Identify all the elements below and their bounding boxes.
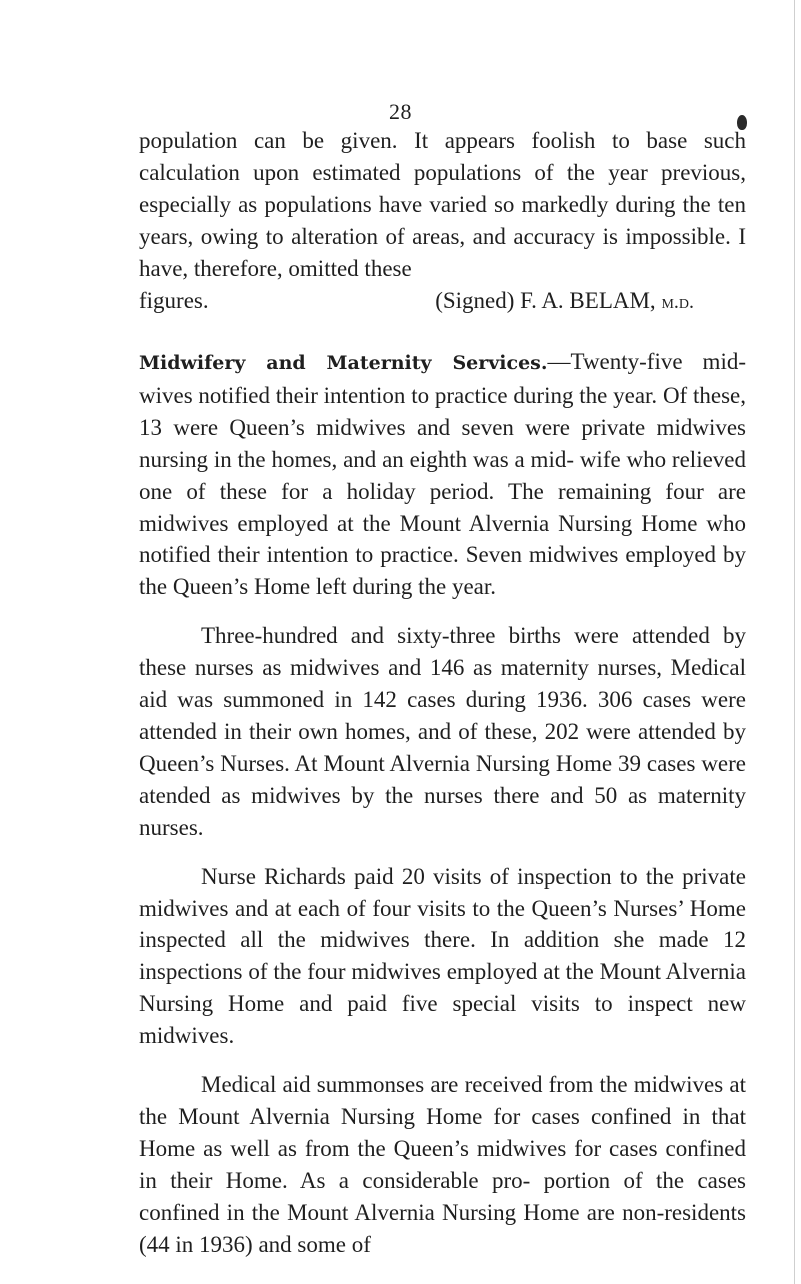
section-heading: Midwifery and Maternity Services. xyxy=(139,352,548,374)
midwifery-paragraph-1 xyxy=(139,346,746,603)
midwifery-paragraph-2: Three-hundred and sixty-three births were attended by these nurses as midwives and 146 as maternity nurses, Medical aid was summoned in 142 cases during 1936. 306 cases were attended in their own homes, and of these, 202 were attended by Queen’s Nurses. At Mount Alvernia Nursing Home 39 cases were atended as midwives by the nurses there and 50 as maternity nurses. xyxy=(139,623,746,840)
signature-degree: m.d. xyxy=(661,290,694,313)
midwifery-paragraph-3: Nurse Richards paid 20 visits of inspection to the private midwives and at each of four visits to the Queen’s Nurses’ Home inspected all the midwives there. In addition she made 12 inspections of the four midwives employed at the Mount Alvernia Nursing Home and paid five special visits to inspect new midwives. xyxy=(139,863,746,1049)
intro-paragraph xyxy=(139,125,746,318)
paragraph-1-text: —Twenty-five mid- wives notified their intention to practice during the year. Of these, 13 were Queen’s midwives and seven were private midwives nursing in the homes, and an eighth was a mid- wife who relieved one of these for a holiday period. The remaining four are midwives employed at the Mount Alvernia Nursing Home who notified their intention to practice. Seven midwives employed by the Queen’s Home left during the year. xyxy=(139,349,746,600)
page-edge-shadow xyxy=(794,0,795,1284)
midwifery-section xyxy=(139,346,746,1277)
intro-text: population can be given. It appears foolish to base such calculation upon estimated populations of the year previous, especially as populations have varied so markedly during the ten years, owing to alteration of areas, and accuracy is impossible. I have, therefore, omitted these xyxy=(139,128,746,281)
midwifery-paragraph-4: Medical aid summonses are received from the midwives at the Mount Alvernia Nursing Home for cases confined in that Home as well as from the Queen’s midwives for cases confined in their Home. As a considerable pro- portion of the cases confined in the Mount Alvernia Nursing Home are non-residents (44 in 1936) and some of xyxy=(139,1072,746,1257)
page-number: 28 xyxy=(389,99,412,124)
intro-last-word: figures. xyxy=(139,287,209,313)
signature-line xyxy=(139,285,746,319)
signature-name: (Signed) F. A. BELAM, xyxy=(435,287,656,313)
signature xyxy=(435,285,694,319)
